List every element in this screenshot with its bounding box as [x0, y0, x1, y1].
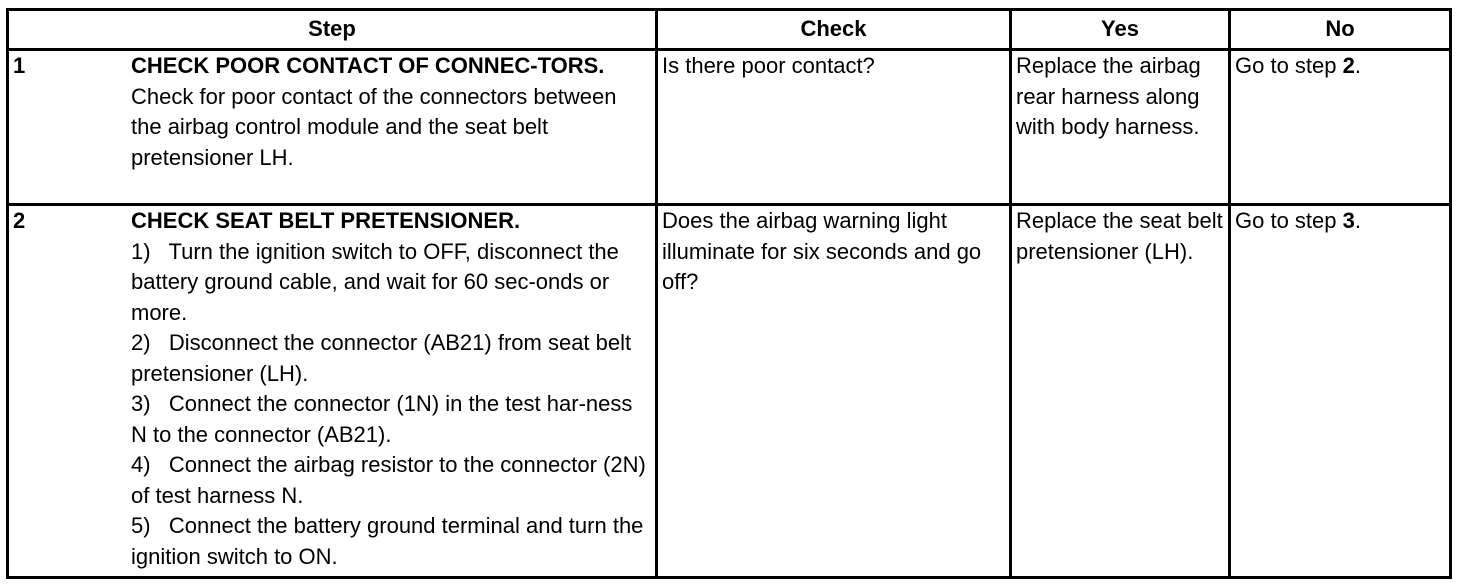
header-check: Check — [657, 10, 1011, 50]
no-cell — [1230, 50, 1451, 205]
no-step-ref: 2 — [1342, 53, 1355, 78]
table-row — [8, 50, 1451, 205]
check-cell: Does the airbag warning light illuminate for six seconds and go off? — [657, 205, 1011, 578]
table-row — [8, 205, 1451, 578]
no-suffix: . — [1354, 53, 1361, 78]
step-instruction: Check for poor contact of the connectors between the airbag control module and the seat belt pretensioner LH. — [131, 83, 617, 170]
diagnostic-procedure-table — [6, 8, 1452, 579]
yes-cell: Replace the airbag rear harness along with body harness. — [1011, 50, 1230, 205]
step-number: 2 — [13, 208, 26, 233]
header-no: No — [1230, 10, 1451, 50]
no-text: Go to step — [1235, 53, 1343, 78]
step-title: CHECK SEAT BELT PRETENSIONER. — [131, 208, 521, 233]
no-cell — [1230, 205, 1451, 578]
step-title: CHECK POOR CONTACT OF CONNEC-TORS. — [131, 53, 605, 78]
step-instruction: 2) Disconnect the connector (AB21) from seat belt pretensioner (LH). — [131, 330, 632, 386]
step-instruction: 1) Turn the ignition switch to OFF, disconnect the battery ground cable, and wait for 60 sec-onds or more. — [131, 238, 619, 325]
no-step-ref: 3 — [1342, 208, 1355, 233]
yes-cell: Replace the seat belt pretensioner (LH). — [1011, 205, 1230, 578]
no-suffix: . — [1354, 208, 1361, 233]
step-instruction: 3) Connect the connector (1N) in the test har-ness N to the connector (AB21). — [131, 391, 633, 447]
step-instruction: 5) Connect the battery ground terminal and turn the ignition switch to ON. — [131, 513, 644, 569]
header-row — [8, 10, 1451, 50]
step-cell — [8, 205, 657, 578]
step-cell — [8, 50, 657, 205]
header-yes: Yes — [1011, 10, 1230, 50]
step-number: 1 — [13, 53, 26, 78]
step-instruction: 4) Connect the airbag resistor to the connector (2N) of test harness N. — [131, 452, 646, 508]
diagnostic-procedure-table-container — [6, 8, 1452, 579]
header-step: Step — [8, 10, 657, 50]
check-cell: Is there poor contact? — [657, 50, 1011, 205]
no-text: Go to step — [1235, 208, 1343, 233]
